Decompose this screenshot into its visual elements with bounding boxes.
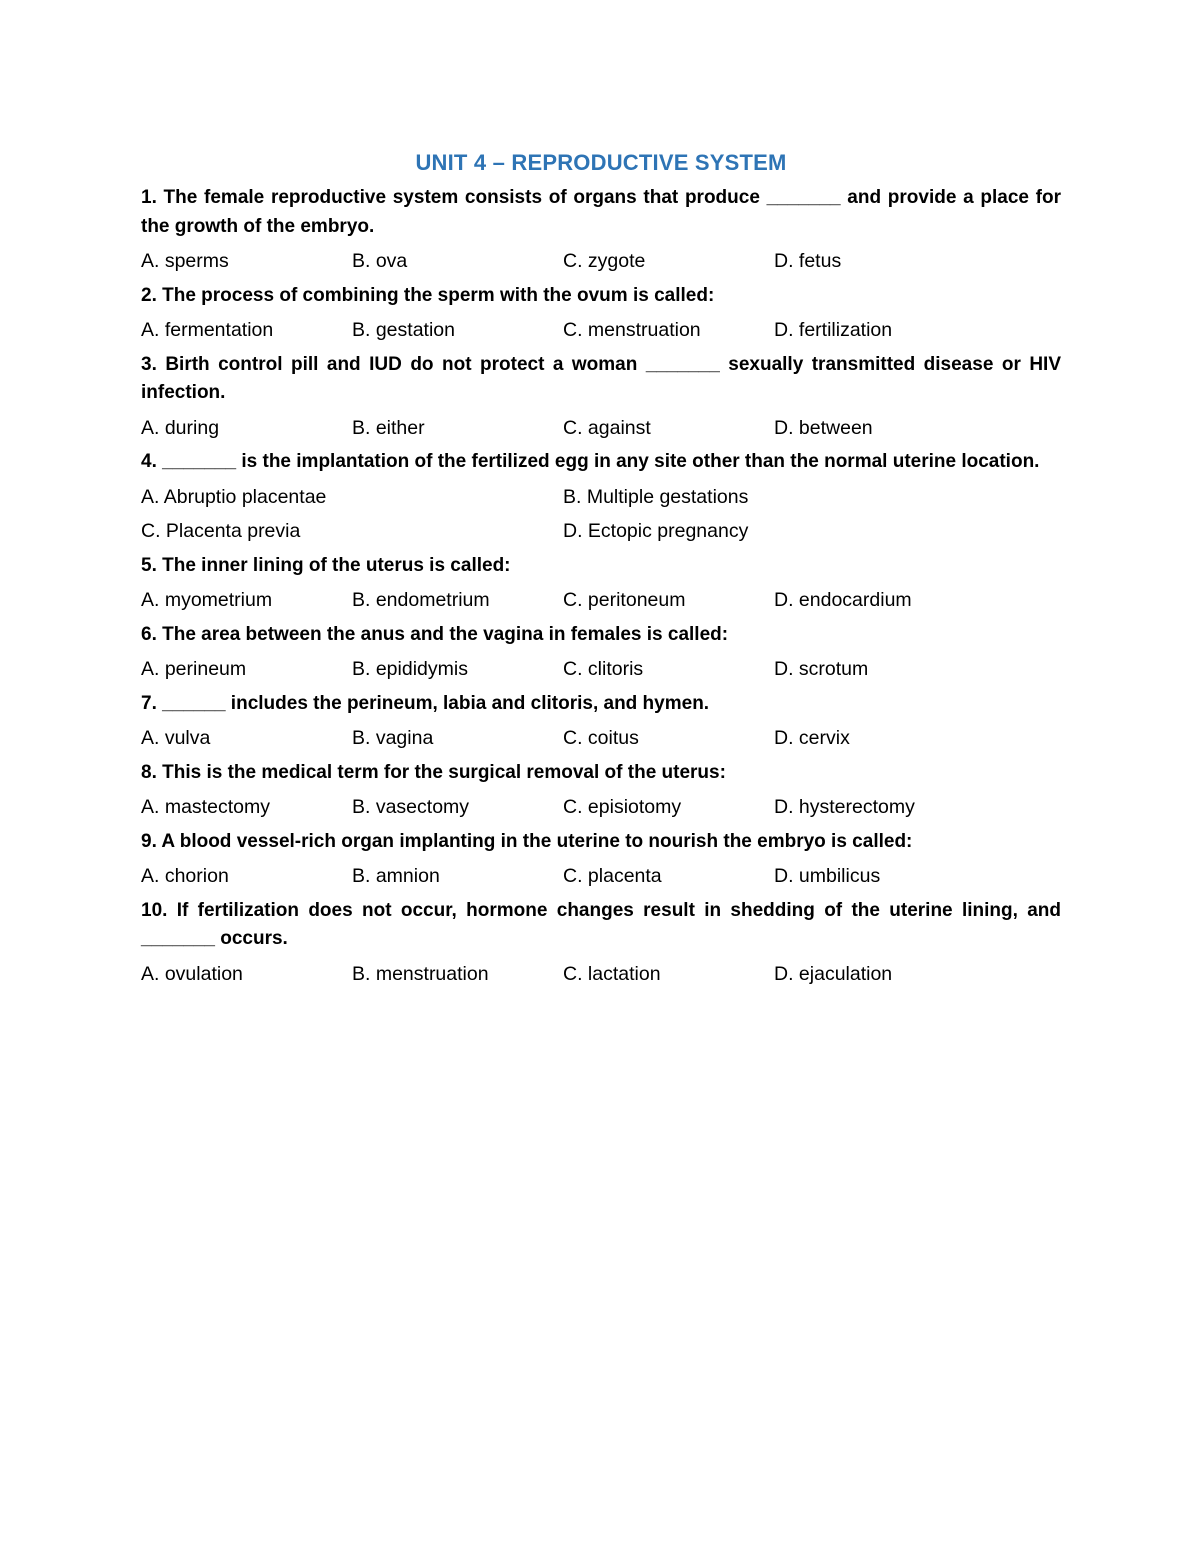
option-d: D. ejaculation: [774, 962, 893, 985]
option-a: A. myometrium: [141, 589, 273, 611]
option-c: C. placenta: [563, 865, 662, 887]
question-stem: 10. If fertilization does not occur, hormone changes result in shedding of the uterine lining, and _______ occurs.: [141, 899, 1061, 949]
option-d: D. endocardium: [774, 589, 912, 611]
option-b: B. ova: [352, 250, 408, 272]
option-b: B. Multiple gestations: [563, 485, 749, 508]
question-1: [141, 184, 1061, 276]
question-stem: 9. A blood vessel-rich organ implanting in the uterine to nourish the embryo is called:: [141, 830, 913, 852]
question-7: [141, 690, 1061, 753]
option-a: A. vulva: [141, 727, 211, 749]
answer-options: [141, 793, 1061, 822]
question-stem: 7. ______ includes the perineum, labia and clitoris, and hymen.: [141, 692, 710, 714]
question-5: [141, 552, 1061, 615]
answer-options: [141, 414, 1061, 443]
option-a: A. mastectomy: [141, 796, 270, 818]
option-c: C. peritoneum: [563, 589, 686, 611]
question-4: [141, 448, 1061, 546]
option-b: B. either: [352, 416, 425, 439]
question-stem: 3. Birth control pill and IUD do not protect a woman _______ sexually transmitted disease or HIV infection.: [141, 353, 1061, 403]
option-a: A. perineum: [141, 658, 247, 680]
option-a: A. chorion: [141, 865, 229, 887]
worksheet: [141, 148, 1061, 994]
question-stem: 2. The process of combining the sperm with the ovum is called:: [141, 284, 715, 306]
option-d: D. cervix: [774, 727, 850, 749]
answer-options: [141, 247, 1061, 276]
option-c: C. menstruation: [563, 319, 701, 341]
option-a: A. sperms: [141, 250, 229, 272]
option-d: D. between: [774, 416, 873, 439]
option-a: A. fermentation: [141, 319, 274, 341]
option-c: C. Placenta previa: [141, 520, 301, 542]
option-d: D. umbilicus: [774, 865, 881, 887]
option-a: A. Abruptio placentae: [141, 485, 327, 508]
question-6: [141, 621, 1061, 684]
option-c: C. clitoris: [563, 658, 644, 680]
question-10: [141, 897, 1061, 989]
option-c: C. zygote: [563, 250, 646, 272]
question-stem: 8. This is the medical term for the surgical removal of the uterus:: [141, 761, 726, 783]
answer-options: [141, 655, 1061, 684]
answer-options: [141, 724, 1061, 753]
answer-options: [141, 960, 1061, 989]
option-b: B. vasectomy: [352, 796, 470, 818]
option-a: A. ovulation: [141, 962, 243, 985]
answer-options: [141, 862, 1061, 891]
option-b: B. endometrium: [352, 589, 490, 611]
question-stem: 5. The inner lining of the uterus is called:: [141, 554, 511, 576]
option-b: B. epididymis: [352, 658, 468, 680]
answer-options: [141, 483, 1061, 546]
option-d: D. Ectopic pregnancy: [563, 520, 749, 542]
option-d: D. hysterectomy: [774, 796, 915, 818]
option-c: C. coitus: [563, 727, 639, 749]
option-d: D. scrotum: [774, 658, 869, 680]
option-c: C. lactation: [563, 962, 661, 985]
question-stem: 6. The area between the anus and the vagina in females is called:: [141, 623, 729, 645]
option-b: B. menstruation: [352, 962, 489, 985]
question-stem: 1. The female reproductive system consists of organs that produce _______ and provide a place for the growth of the embryo.: [141, 187, 1061, 237]
question-stem: 4. _______ is the implantation of the fertilized egg in any site other than the normal uterine location.: [141, 451, 1040, 472]
option-b: B. vagina: [352, 727, 434, 749]
option-b: B. gestation: [352, 319, 455, 341]
option-b: B. amnion: [352, 865, 440, 887]
page-title: UNIT 4 – REPRODUCTIVE SYSTEM: [415, 150, 787, 175]
question-2: [141, 282, 1061, 345]
question-9: [141, 828, 1061, 891]
question-3: [141, 351, 1061, 443]
option-d: D. fertilization: [774, 319, 893, 341]
option-d: D. fetus: [774, 250, 842, 272]
question-8: [141, 759, 1061, 822]
answer-options: [141, 586, 1061, 615]
option-c: C. against: [563, 416, 651, 439]
option-c: C. episiotomy: [563, 796, 682, 818]
option-a: A. during: [141, 416, 220, 439]
answer-options: [141, 316, 1061, 345]
